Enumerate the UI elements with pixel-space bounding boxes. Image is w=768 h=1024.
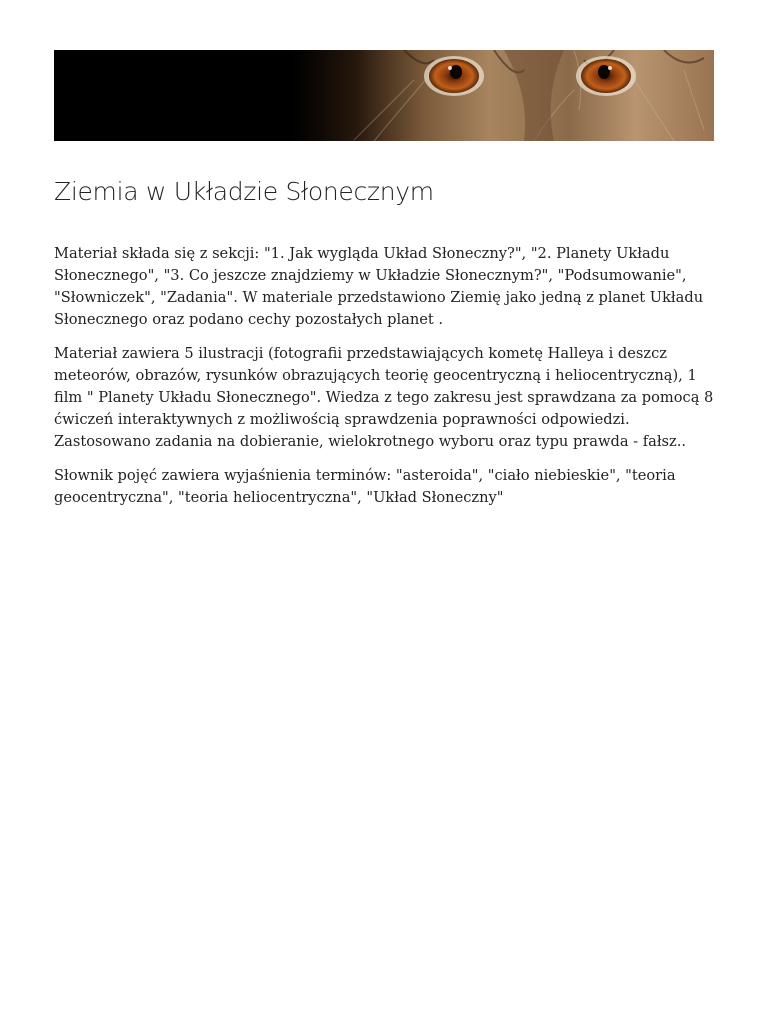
paragraph-glossary: Słownik pojęć zawiera wyjaśnienia terminów: "asteroida", "ciało niebieskie", "teoria geocentryczna", "teoria heliocentryczna", "Układ Słoneczny"	[54, 467, 676, 506]
page-title: Ziemia w Układzie Słonecznym	[54, 177, 434, 206]
paragraph-illustrations: Materiał zawiera 5 ilustracji (fotografii przedstawiających kometę Halleya i deszcz meteorów, obrazów, rysunków obrazujących teorię geocentryczną i heliocentryczną), 1 film " Planety Układu Słonecznego". Wiedza z tego zakresu jest sprawdzana za pomocą 8 ćwiczeń interaktywnych z możliwością sprawdzenia poprawności odpowiedzi. Zastosowano zadania na dobieranie, wielokrotnego wyboru oraz typu prawda - fałsz..	[54, 345, 714, 450]
banner-image	[54, 50, 714, 141]
document-page	[54, 50, 714, 509]
paragraph-sections: Materiał składa się z sekcji: "1. Jak wygląda Układ Słoneczny?", "2. Planety Układu Słonecznego", "3. Co jeszcze znajdziemy w Układzie Słonecznym?", "Podsumowanie", "Słowniczek", "Zadania". W materiale przedstawiono Ziemię jako jedną z planet Układu Słonecznego oraz podano cechy pozostałych planet .	[54, 245, 704, 328]
lynx-eyes-icon	[54, 50, 714, 141]
